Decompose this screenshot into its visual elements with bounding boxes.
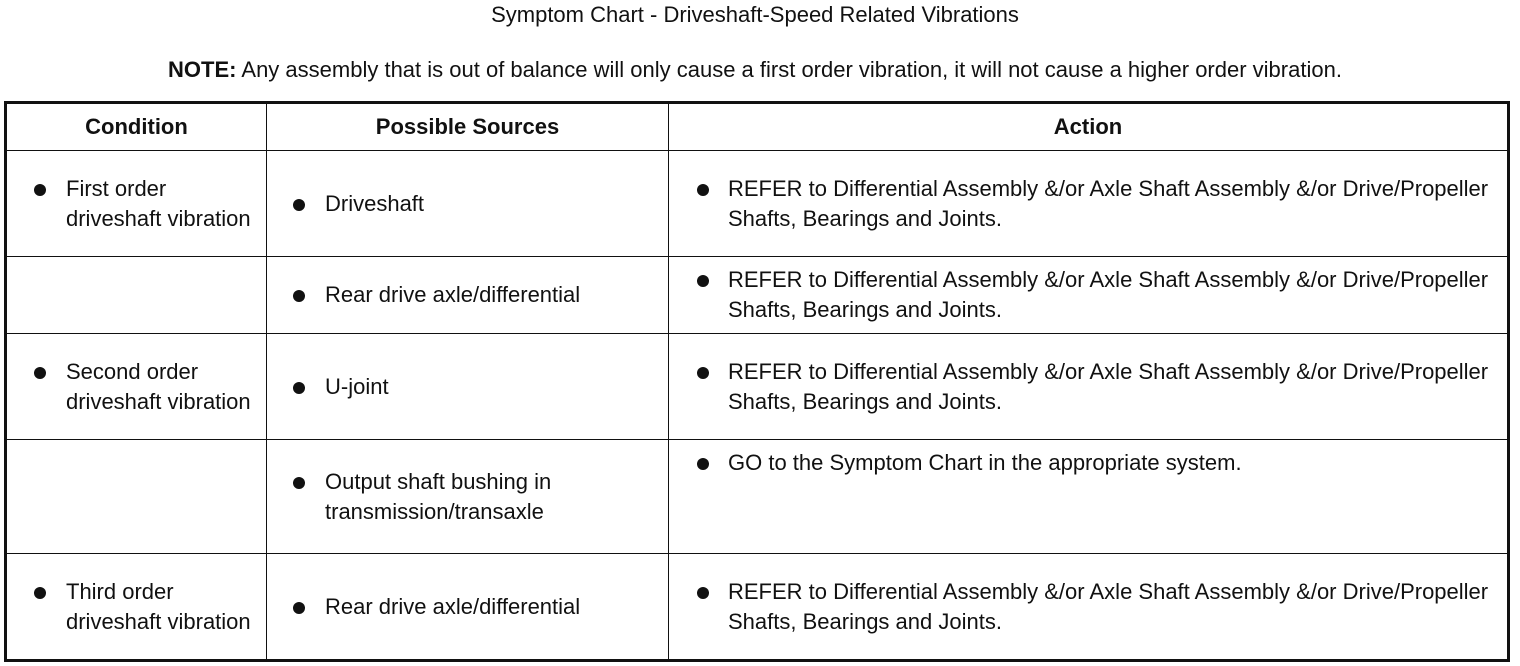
symptom-table (4, 101, 1510, 662)
bullet-icon (293, 199, 305, 211)
condition-item (7, 357, 266, 417)
condition-cell (6, 334, 267, 440)
table-row (6, 440, 1509, 554)
action-item (669, 174, 1507, 234)
bullet-icon (293, 382, 305, 394)
action-item (669, 448, 1507, 478)
source-text: Driveshaft (325, 190, 425, 216)
condition-cell (6, 257, 267, 334)
column-header-possible-sources: Possible Sources (267, 103, 669, 151)
action-text: REFER to Differential Assembly &/or Axle Shaft Assembly &/or Drive/Propeller Shafts, Bearings and Joints. (728, 358, 1489, 414)
bullet-icon (34, 184, 46, 196)
action-cell (669, 257, 1509, 334)
source-cell (267, 554, 669, 661)
condition-text: First order driveshaft vibration (66, 175, 251, 231)
action-item (669, 357, 1507, 417)
source-cell (267, 440, 669, 554)
action-cell (669, 151, 1509, 257)
condition-text: Second order driveshaft vibration (66, 358, 251, 414)
bullet-icon (293, 602, 305, 614)
source-cell (267, 334, 669, 440)
column-header-action: Action (669, 103, 1509, 151)
action-item (669, 265, 1507, 325)
condition-cell (6, 440, 267, 554)
header-row (6, 103, 1509, 151)
source-item (267, 280, 668, 310)
condition-item (7, 174, 266, 234)
bullet-icon (697, 184, 709, 196)
note-text: Any assembly that is out of balance will only cause a first order vibration, it will not cause a higher order vibration. (236, 57, 1342, 82)
action-text: REFER to Differential Assembly &/or Axle Shaft Assembly &/or Drive/Propeller Shafts, Bearings and Joints. (728, 578, 1489, 634)
table-row (6, 334, 1509, 440)
source-text: Output shaft bushing in transmission/transaxle (325, 468, 552, 524)
source-text: Rear drive axle/differential (325, 282, 581, 307)
bullet-icon (697, 587, 709, 599)
bullet-icon (34, 367, 46, 379)
action-text: REFER to Differential Assembly &/or Axle Shaft Assembly &/or Drive/Propeller Shafts, Bearings and Joints. (728, 267, 1489, 322)
bullet-icon (697, 367, 709, 379)
source-text: Rear drive axle/differential (325, 593, 581, 619)
source-text: U-joint (325, 373, 389, 399)
condition-cell (6, 151, 267, 257)
condition-item (7, 577, 266, 637)
source-item (267, 592, 668, 622)
bullet-icon (293, 290, 305, 302)
action-cell (669, 334, 1509, 440)
source-item (267, 467, 668, 527)
action-item (669, 577, 1507, 637)
bullet-icon (293, 477, 305, 489)
source-item (267, 189, 668, 219)
table-row (6, 554, 1509, 661)
table-row (6, 257, 1509, 334)
column-header-condition: Condition (6, 103, 267, 151)
condition-cell (6, 554, 267, 661)
source-cell (267, 257, 669, 334)
action-cell (669, 554, 1509, 661)
source-cell (267, 151, 669, 257)
note-paragraph (0, 57, 1510, 83)
condition-text: Third order driveshaft vibration (66, 578, 251, 634)
bullet-icon (34, 587, 46, 599)
table-row (6, 151, 1509, 257)
bullet-icon (697, 275, 709, 287)
action-text: GO to the Symptom Chart in the appropriate system. (728, 450, 1242, 475)
bullet-icon (697, 458, 709, 470)
page-title: Symptom Chart - Driveshaft-Speed Related Vibrations (491, 2, 1019, 27)
source-item (267, 372, 668, 402)
note-label: NOTE: (168, 57, 237, 82)
action-cell (669, 440, 1509, 554)
action-text: REFER to Differential Assembly &/or Axle Shaft Assembly &/or Drive/Propeller Shafts, Bearings and Joints. (728, 175, 1489, 231)
